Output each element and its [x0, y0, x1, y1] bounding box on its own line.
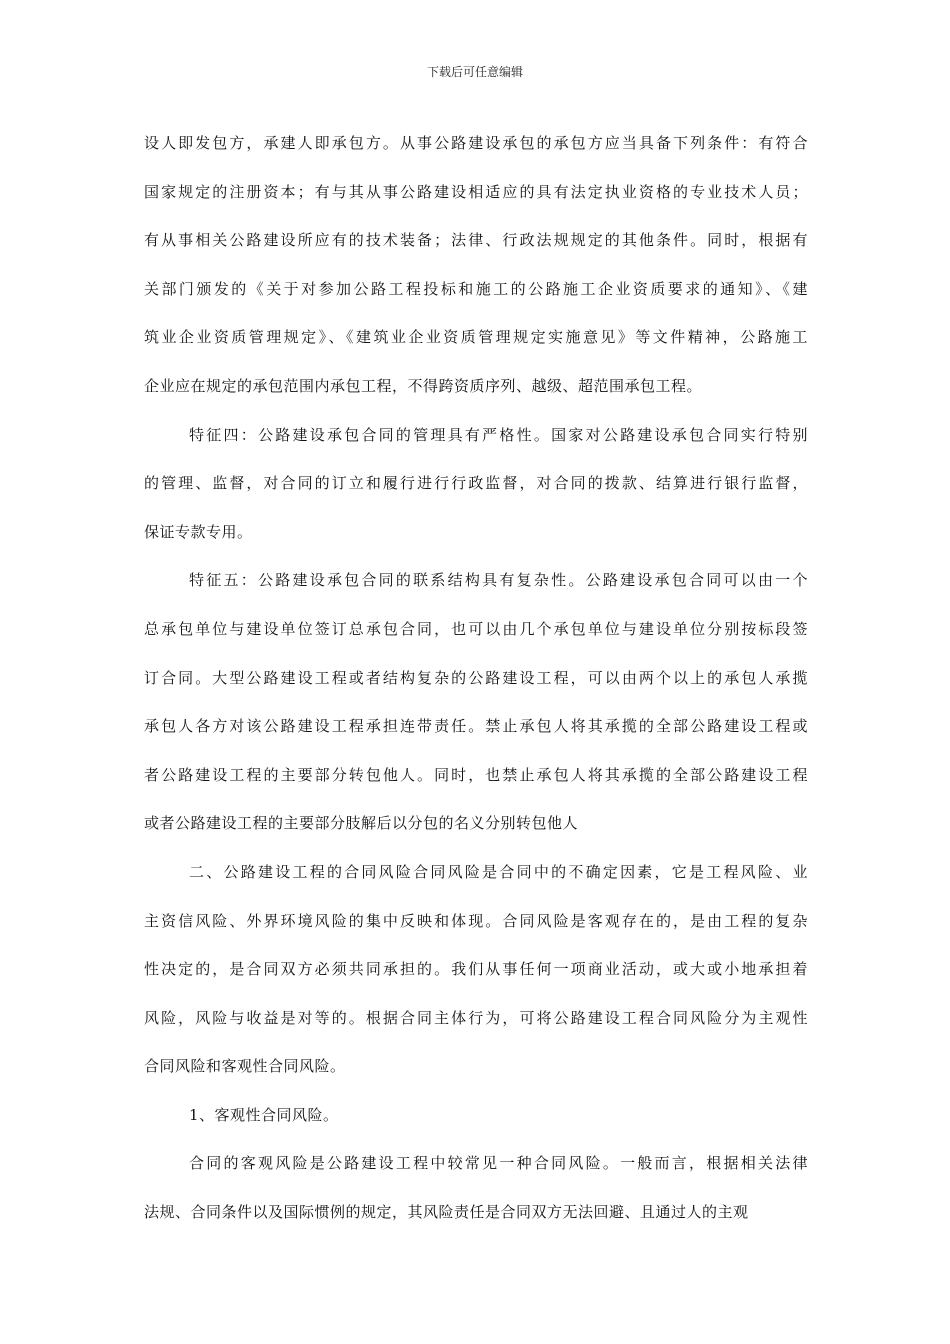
- text-line: 者公路建设工程的主要部分转包他人。同时，也禁止承包人将其承揽的全部公路建设工程: [144, 765, 808, 784]
- text-line: 合同的客观风险是公路建设工程中较常见一种合同风险。一般而言，根据相关法律: [189, 1154, 808, 1173]
- text-line: 性决定的，是合同双方必须共同承担的。我们从事任何一项商业活动，或大或小地承担着: [144, 960, 808, 979]
- paragraph: [144, 119, 808, 411]
- text-line: 筑业企业资质管理规定》、《建筑业企业资质管理规定实施意见》等文件精神，公路施工: [144, 328, 808, 347]
- text-line: 的管理、监督，对合同的订立和履行进行行政监督，对合同的拨款、结算进行银行监督，: [144, 474, 808, 493]
- text-line: 设人即发包方，承建人即承包方。从事公路建设承包的承包方应当具备下列条件：有符合: [144, 134, 808, 152]
- paragraph: [144, 556, 808, 848]
- text-line: 国家规定的注册资本；有与其从事公路建设相适应的具有法定执业资格的专业技术人员；: [144, 182, 808, 201]
- text-line: 1、客观性合同风险。: [189, 1105, 339, 1124]
- text-line: 承包人各方对该公路建设工程承担连带责任。禁止承包人将其承揽的全部公路建设工程或: [144, 717, 808, 736]
- text-line: 法规、合同条件以及国际惯例的规定，其风险责任是合同双方无法回避、且通过人的主观: [144, 1203, 749, 1222]
- text-line: 风险，风险与收益是对等的。根据合同主体行为，可将公路建设工程合同风险分为主观性: [144, 1008, 808, 1027]
- header-note: 下载后可任意编辑: [426, 65, 523, 79]
- text-line: 特征四：公路建设承包合同的管理具有严格性。国家对公路建设承包合同实行特别: [189, 425, 808, 444]
- text-line: 合同风险和客观性合同风险。: [144, 1057, 346, 1076]
- paragraph: [144, 1139, 808, 1236]
- text-line: 关部门颁发的《关于对参加公路工程投标和施工的公路施工企业资质要求的通知》、《建: [144, 279, 808, 298]
- text-line: 二、公路建设工程的合同风险合同风险是合同中的不确定因素，它是工程风险、业: [189, 862, 808, 881]
- text-line: 主资信风险、外界环境风险的集中反映和体现。合同风险是客观存在的，是由工程的复杂: [144, 911, 808, 930]
- paragraph: [144, 411, 808, 557]
- text-line: 或者公路建设工程的主要部分肢解后以分包的名义分别转包他人: [144, 814, 579, 833]
- text-line: 企业应在规定的承包范围内承包工程，不得跨资质序列、越级、超范围承包工程。: [144, 376, 703, 395]
- page-header: [0, 64, 950, 80]
- text-line: 特征五：公路建设承包合同的联系结构具有复杂性。公路建设承包合同可以由一个: [189, 571, 808, 590]
- text-line: 订合同。大型公路建设工程或者结构复杂的公路建设工程，可以由两个以上的承包人承揽: [144, 668, 808, 687]
- text-line: 总承包单位与建设单位签订总承包合同，也可以由几个承包单位与建设单位分别按标段签: [144, 619, 808, 638]
- text-line: 有从事相关公路建设所应有的技术装备；法律、行政法规规定的其他条件。同时，根据有: [144, 231, 808, 250]
- text-line: 保证专款专用。: [144, 522, 253, 541]
- paragraph: [144, 1091, 808, 1140]
- paragraph: [144, 848, 808, 1091]
- document-body: [144, 119, 808, 1237]
